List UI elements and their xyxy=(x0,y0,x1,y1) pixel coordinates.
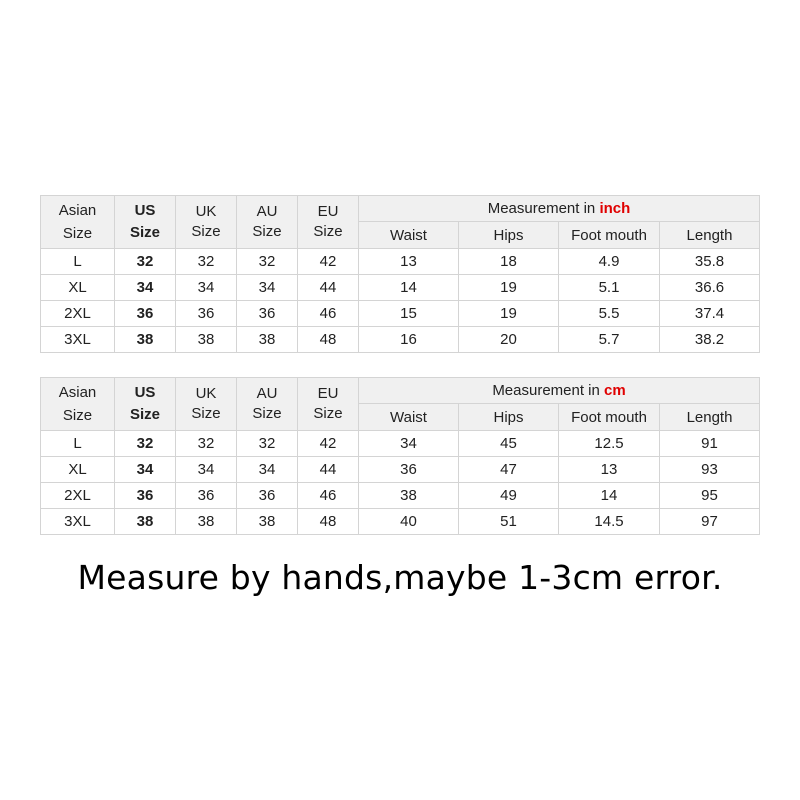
cell-uk-size: 36 xyxy=(176,301,237,327)
cell-asian-size: XL xyxy=(41,275,115,301)
cell-eu-size: 42 xyxy=(298,431,359,457)
size-table-inch xyxy=(40,195,760,353)
table-row xyxy=(41,509,760,535)
header-hips: Hips xyxy=(459,222,559,249)
header-uk-size: UK Size xyxy=(176,196,237,249)
table-row xyxy=(41,249,760,275)
cell-au-size: 38 xyxy=(237,327,298,353)
header-foot-mouth: Foot mouth xyxy=(559,222,660,249)
header-au-size: AU Size xyxy=(237,378,298,431)
cell-hips: 51 xyxy=(459,509,559,535)
cell-asian-size: L xyxy=(41,431,115,457)
cell-au-size: 36 xyxy=(237,301,298,327)
cell-length: 91 xyxy=(660,431,760,457)
header-foot-mouth: Foot mouth xyxy=(559,404,660,431)
cell-hips: 47 xyxy=(459,457,559,483)
cell-us-size: 34 xyxy=(115,457,176,483)
cell-au-size: 34 xyxy=(237,275,298,301)
cell-length: 38.2 xyxy=(660,327,760,353)
header-eu-size: EU Size xyxy=(298,196,359,249)
cell-waist: 38 xyxy=(359,483,459,509)
cell-uk-size: 38 xyxy=(176,509,237,535)
cell-uk-size: 32 xyxy=(176,249,237,275)
cell-uk-size: 36 xyxy=(176,483,237,509)
table-row xyxy=(41,483,760,509)
table-row xyxy=(41,327,760,353)
cell-waist: 13 xyxy=(359,249,459,275)
cell-length: 37.4 xyxy=(660,301,760,327)
cell-eu-size: 46 xyxy=(298,301,359,327)
size-table-cm xyxy=(40,377,760,535)
table-row xyxy=(41,301,760,327)
cell-us-size: 38 xyxy=(115,327,176,353)
cell-eu-size: 44 xyxy=(298,457,359,483)
cell-waist: 16 xyxy=(359,327,459,353)
cell-length: 93 xyxy=(660,457,760,483)
cell-waist: 40 xyxy=(359,509,459,535)
header-waist: Waist xyxy=(359,222,459,249)
cell-waist: 15 xyxy=(359,301,459,327)
cell-asian-size: 2XL xyxy=(41,301,115,327)
cell-foot-mouth: 5.1 xyxy=(559,275,660,301)
cell-hips: 20 xyxy=(459,327,559,353)
cell-asian-size: 2XL xyxy=(41,483,115,509)
header-waist: Waist xyxy=(359,404,459,431)
cell-uk-size: 34 xyxy=(176,457,237,483)
cell-uk-size: 32 xyxy=(176,431,237,457)
cell-au-size: 36 xyxy=(237,483,298,509)
cell-hips: 18 xyxy=(459,249,559,275)
table-row xyxy=(41,431,760,457)
measurement-title: Measurement in cm xyxy=(359,378,760,404)
cell-us-size: 36 xyxy=(115,483,176,509)
measurement-unit: inch xyxy=(599,200,631,217)
header-asian-size: Asian Size xyxy=(41,196,115,249)
cell-eu-size: 46 xyxy=(298,483,359,509)
cell-foot-mouth: 14 xyxy=(559,483,660,509)
header-uk-size: UK Size xyxy=(176,378,237,431)
cell-waist: 36 xyxy=(359,457,459,483)
cell-us-size: 38 xyxy=(115,509,176,535)
table-row xyxy=(41,275,760,301)
cell-foot-mouth: 12.5 xyxy=(559,431,660,457)
cell-au-size: 32 xyxy=(237,249,298,275)
cell-eu-size: 48 xyxy=(298,327,359,353)
cell-asian-size: 3XL xyxy=(41,327,115,353)
cell-foot-mouth: 5.5 xyxy=(559,301,660,327)
cell-foot-mouth: 5.7 xyxy=(559,327,660,353)
header-au-size: AU Size xyxy=(237,196,298,249)
header-eu-size: EU Size xyxy=(298,378,359,431)
cell-hips: 45 xyxy=(459,431,559,457)
cell-asian-size: L xyxy=(41,249,115,275)
cell-foot-mouth: 13 xyxy=(559,457,660,483)
cell-asian-size: 3XL xyxy=(41,509,115,535)
cell-au-size: 38 xyxy=(237,509,298,535)
cell-length: 35.8 xyxy=(660,249,760,275)
cell-uk-size: 38 xyxy=(176,327,237,353)
header-length: Length xyxy=(660,404,760,431)
header-hips: Hips xyxy=(459,404,559,431)
cell-waist: 14 xyxy=(359,275,459,301)
measurement-error-note: Measure by hands,maybe 1-3cm error. xyxy=(77,558,723,597)
cell-eu-size: 44 xyxy=(298,275,359,301)
cell-eu-size: 42 xyxy=(298,249,359,275)
cell-length: 97 xyxy=(660,509,760,535)
cell-foot-mouth: 14.5 xyxy=(559,509,660,535)
cell-us-size: 34 xyxy=(115,275,176,301)
cell-au-size: 32 xyxy=(237,431,298,457)
cell-au-size: 34 xyxy=(237,457,298,483)
cell-hips: 19 xyxy=(459,275,559,301)
cell-hips: 49 xyxy=(459,483,559,509)
measurement-title: Measurement in inch xyxy=(359,196,760,222)
header-asian-size: Asian Size xyxy=(41,378,115,431)
cell-uk-size: 34 xyxy=(176,275,237,301)
cell-us-size: 32 xyxy=(115,431,176,457)
measurement-unit: cm xyxy=(604,382,626,399)
cell-us-size: 36 xyxy=(115,301,176,327)
header-us-size: US Size xyxy=(115,196,176,249)
table-row xyxy=(41,457,760,483)
cell-asian-size: XL xyxy=(41,457,115,483)
cell-waist: 34 xyxy=(359,431,459,457)
cell-us-size: 32 xyxy=(115,249,176,275)
header-us-size: US Size xyxy=(115,378,176,431)
header-length: Length xyxy=(660,222,760,249)
cell-length: 95 xyxy=(660,483,760,509)
cell-eu-size: 48 xyxy=(298,509,359,535)
cell-hips: 19 xyxy=(459,301,559,327)
cell-length: 36.6 xyxy=(660,275,760,301)
cell-foot-mouth: 4.9 xyxy=(559,249,660,275)
